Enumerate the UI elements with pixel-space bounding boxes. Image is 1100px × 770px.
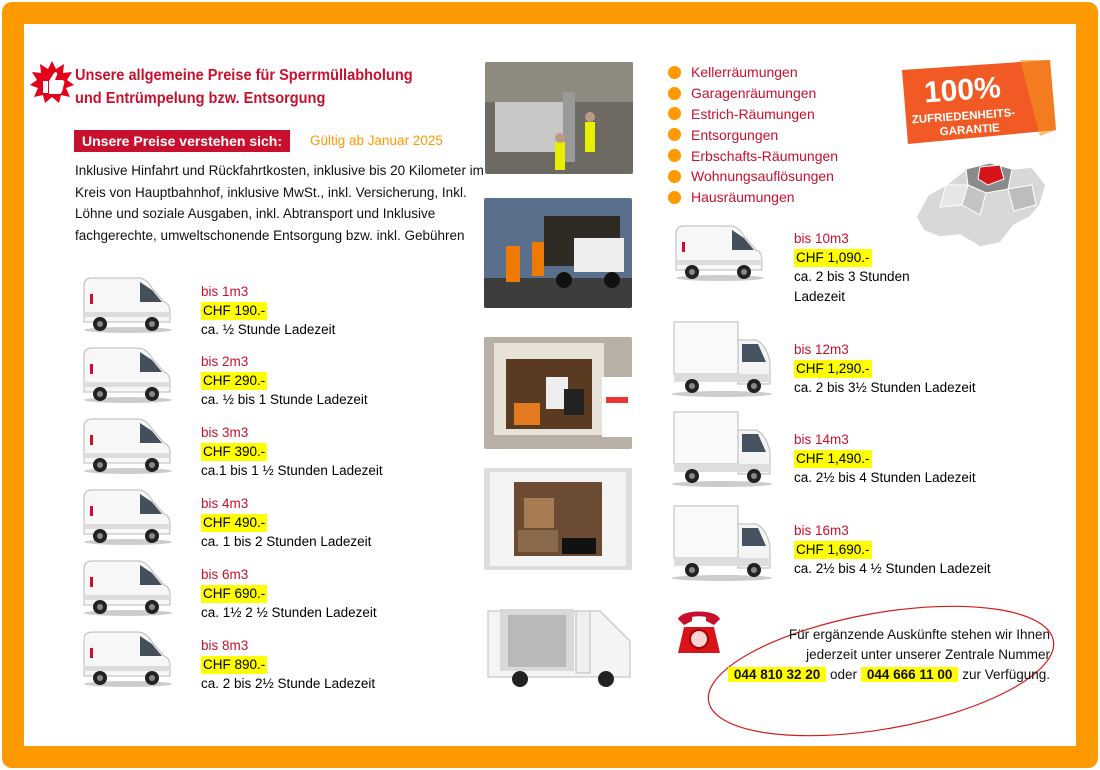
- thumbs-up-icon: [30, 60, 74, 104]
- satisfaction-guarantee-badge: [900, 60, 1056, 144]
- price-label: CHF 390.-: [203, 444, 266, 459]
- bullet-icon: [668, 87, 681, 100]
- price-label: CHF 1,690.-: [796, 542, 870, 557]
- van-icon: [80, 342, 172, 404]
- bullet-icon: [668, 170, 681, 183]
- service-item: [668, 124, 838, 145]
- price-label: CHF 190.-: [203, 303, 266, 318]
- price-label: CHF 1,490.-: [796, 451, 870, 466]
- service-label: Estrich-Räumungen: [691, 105, 815, 122]
- service-label: Entsorgungen: [691, 126, 779, 143]
- loading-time: ca. 2 bis 3 Stunden Ladezeit: [794, 269, 910, 304]
- volume-label: bis 12m3: [794, 342, 849, 357]
- price-label: CHF 890.-: [203, 657, 266, 672]
- loading-time: ca. 1½ 2 ½ Stunden Ladezeit: [201, 605, 377, 620]
- volume-label: bis 16m3: [794, 523, 849, 538]
- van-icon: [80, 555, 172, 617]
- price-label: CHF 1,290.-: [796, 361, 870, 376]
- van-icon: [80, 272, 172, 334]
- prices-banner: Unsere Preise verstehen sich:: [74, 130, 290, 152]
- service-label: Wohnungsauflösungen: [691, 168, 834, 185]
- loading-photo-1: [485, 62, 633, 174]
- loading-time: ca. 2½ bis 4 Stunden Ladezeit: [794, 470, 976, 485]
- volume-label: bis 2m3: [201, 354, 249, 369]
- volume-label: bis 3m3: [201, 425, 249, 440]
- badge-line-1: ZUFRIEDENHEITS-: [911, 107, 1016, 127]
- price-label: CHF 1,090.-: [796, 250, 870, 265]
- price-label: CHF 290.-: [203, 373, 266, 388]
- services-list: [668, 62, 838, 208]
- bullet-icon: [668, 191, 681, 204]
- volume-label: bis 8m3: [201, 638, 249, 653]
- contact-line-2: jederzeit unter unserer Zentrale Nummer: [806, 647, 1050, 662]
- service-item: [668, 166, 838, 187]
- volume-label: bis 14m3: [794, 432, 849, 447]
- van-icon: [672, 220, 764, 282]
- switzerland-map-icon: [910, 155, 1050, 251]
- contact-or: oder: [830, 667, 858, 682]
- loading-time: ca. ½ bis 1 Stunde Ladezeit: [201, 392, 368, 407]
- loading-time: ca. 2 bis 2½ Stunde Ladezeit: [201, 676, 376, 691]
- contact-info: [680, 625, 1050, 685]
- service-item: [668, 62, 838, 83]
- loading-time: ca. 1 bis 2 Stunden Ladezeit: [201, 534, 372, 549]
- page-title: [75, 64, 451, 110]
- service-item: [668, 104, 838, 125]
- service-item: [668, 83, 838, 104]
- valid-from: Gültig ab Januar 2025: [310, 133, 443, 148]
- loading-time: ca.1 bis 1 ½ Stunden Ladezeit: [201, 463, 383, 478]
- badge-line-2: GARANTIE: [939, 122, 1001, 139]
- title-line-1: Unsere allgemeine Preise für Sperrmüllabholung: [75, 67, 413, 84]
- service-item: [668, 145, 838, 166]
- van-junk-photo: [484, 468, 632, 570]
- price-label: CHF 690.-: [203, 586, 266, 601]
- van-icon: [80, 413, 172, 475]
- loading-time: ca. ½ Stunde Ladezeit: [201, 322, 336, 337]
- contact-line-1: Für ergänzende Auskünfte stehen wir Ihnen: [788, 627, 1050, 642]
- bullet-icon: [668, 107, 681, 120]
- price-label: CHF 490.-: [203, 515, 266, 530]
- service-label: Erbschafts-Räumungen: [691, 147, 839, 164]
- loading-time: ca. 2½ bis 4 ½ Stunden Ladezeit: [794, 561, 991, 576]
- intro-text: Inklusive Hinfahrt und Rückfahrtkosten, inklusive bis 20 Kilometer im Kreis von Hauptbahnhof, inklusive MwSt., inkl. Versicherung, Inkl. Löhne und soziale Ausgaben, inkl. Abtransport und Inklusive fachgerechte, umweltschonende Entsorgung bzw. inkl. Gebühren: [75, 163, 484, 243]
- phone-number-1[interactable]: 044 810 32 20: [728, 667, 826, 682]
- truck-photo: [484, 198, 632, 308]
- bullet-icon: [668, 149, 681, 162]
- badge-percent: 100%: [922, 71, 1002, 110]
- service-label: Kellerräumungen: [691, 64, 798, 81]
- van-icon: [80, 484, 172, 546]
- empty-van-photo: [480, 595, 636, 693]
- service-label: Garagenräumungen: [691, 85, 817, 102]
- truck-icon: [670, 318, 774, 398]
- bullet-icon: [668, 66, 681, 79]
- bullet-icon: [668, 128, 681, 141]
- service-label: Hausräumungen: [691, 189, 795, 206]
- van-loaded-photo: [484, 337, 632, 449]
- loading-time: ca. 2 bis 3½ Stunden Ladezeit: [794, 380, 976, 395]
- volume-label: bis 1m3: [201, 284, 249, 299]
- phone-number-2[interactable]: 044 666 11 00: [861, 667, 959, 682]
- van-icon: [80, 626, 172, 688]
- volume-label: bis 4m3: [201, 496, 249, 511]
- volume-label: bis 6m3: [201, 567, 249, 582]
- title-line-2: und Entrümpelung bzw. Entsorgung: [75, 90, 326, 107]
- truck-icon: [670, 408, 774, 488]
- truck-icon: [670, 502, 774, 582]
- contact-suffix: zur Verfügung.: [962, 667, 1050, 682]
- volume-label: bis 10m3: [794, 231, 849, 246]
- service-item: [668, 187, 838, 208]
